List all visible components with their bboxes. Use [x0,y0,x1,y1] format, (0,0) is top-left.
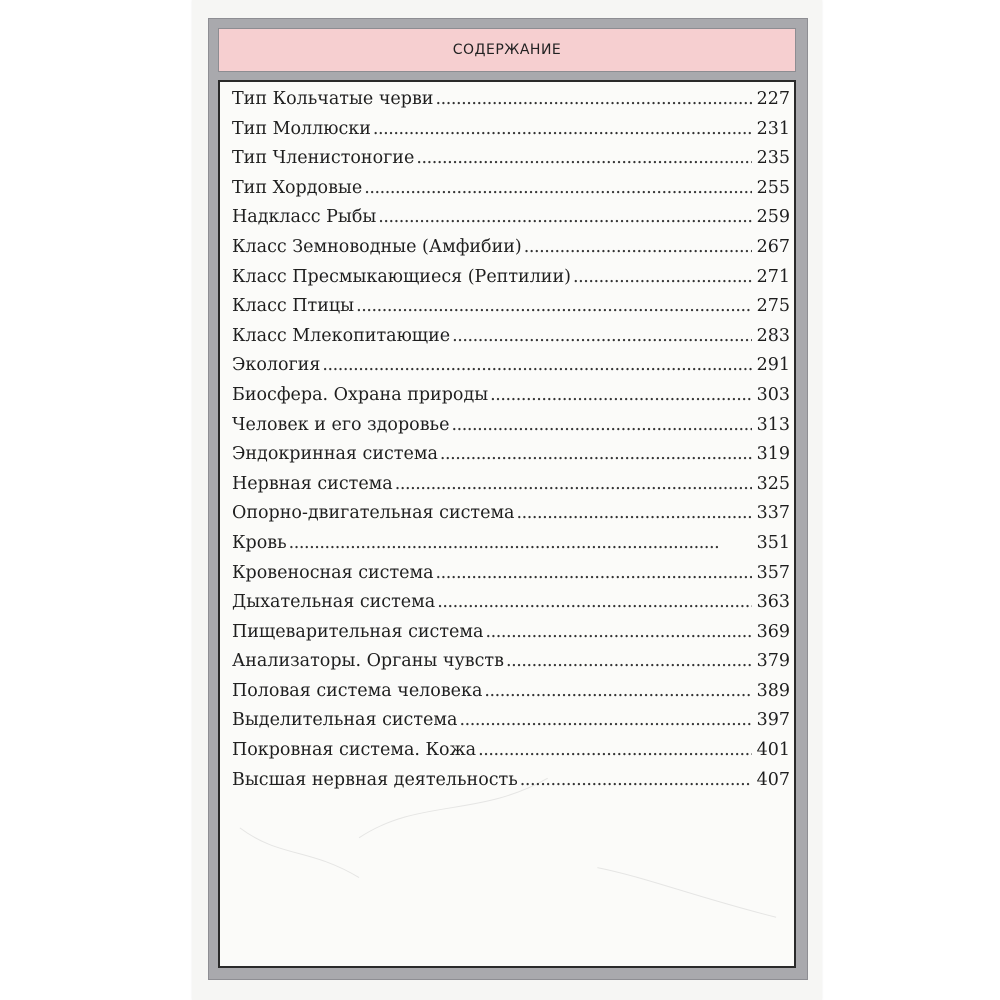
toc-entry [232,736,790,766]
toc-entry-page: 357 [756,562,790,583]
toc-dot-leader [459,706,752,736]
toc-dot-leader [364,174,752,204]
toc-dot-leader [520,766,752,796]
toc-entry [232,766,790,796]
toc-entry-page: 227 [756,89,790,109]
toc-entry-page: 255 [756,177,790,198]
toc-entry [232,263,790,293]
toc-dot-leader [437,588,752,618]
toc-entry-title: Покровная система. Кожа [232,740,477,761]
toc-entry-title: Тип Кольчатые черви [232,89,434,109]
toc-entry-page: 271 [756,266,790,287]
toc-dot-leader [378,203,752,233]
toc-entry-page: 231 [756,118,790,139]
toc-entry [232,529,790,559]
toc-entry-page: 291 [756,355,790,376]
toc-dot-leader [506,647,752,677]
toc-entry [232,233,790,263]
toc-entry-page: 319 [756,444,790,465]
toc-dot-leader [490,381,752,411]
toc-entry-title: Опорно-двигательная система [232,503,515,524]
toc-entry-title: Класс Пресмыкающиеся (Рептилии) [232,266,571,287]
toc-dot-leader [484,677,752,707]
toc-entry-title: Выделительная система [232,710,458,731]
toc-entry-page: 235 [756,148,790,169]
toc-entry [232,144,790,174]
toc-entry [232,706,790,736]
toc-entry-page: 389 [756,680,790,701]
toc-entry-title: Класс Птицы [232,296,355,317]
toc-entry [232,322,790,352]
toc-entry [232,499,790,529]
toc-dot-leader [373,115,752,145]
toc-dot-leader [573,263,752,293]
toc-entry-page: 401 [756,740,790,761]
toc-entry-title: Человек и его здоровье [232,414,450,435]
toc-entry [232,618,790,648]
toc-entry-page: 303 [756,384,790,405]
toc-dot-leader [322,351,752,381]
toc-entry-title: Тип Моллюски [232,118,371,139]
toc-entry-page: 337 [756,503,790,524]
toc-dot-leader [452,322,752,352]
toc-dot-leader [356,292,752,322]
toc-dot-leader [478,736,752,766]
toc-entry-title: Экология [232,355,321,376]
toc-entry [232,411,790,441]
toc-entry-title: Пищеварительная система [232,621,484,642]
toc-dot-leader [524,233,752,263]
toc-entry-page: 325 [756,473,790,494]
contents-header [218,28,796,72]
toc-entry-title: Половая система человека [232,680,483,701]
toc-entry-title: Анализаторы. Органы чувств [232,651,504,672]
toc-entry-title: Класс Млекопитающие [232,325,451,346]
toc-entry-page: 259 [756,207,790,228]
page-title: СОДЕРЖАНИЕ [452,42,562,58]
toc-entry-title: Биосфера. Охрана природы [232,384,489,405]
toc-entry-page: 363 [756,592,790,613]
toc-entry-page: 369 [756,621,790,642]
toc-dot-leader [440,440,752,470]
toc-entry-title: Эндокринная система [232,444,438,465]
toc-entry-page: 313 [756,414,790,435]
toc-entry [232,381,790,411]
toc-entry [232,647,790,677]
toc-entry-title: Кровь [232,532,287,553]
toc-dot-leader [416,144,752,174]
toc-entry-page: 275 [756,296,790,317]
toc-dot-leader [289,529,752,559]
toc-dot-leader [436,559,752,589]
toc-dot-leader [485,618,752,648]
toc-entry-title: Надкласс Рыбы [232,207,377,228]
toc-entry [232,292,790,322]
toc-entry-page: 351 [756,532,790,553]
toc-entry-title: Тип Хордовые [232,177,363,198]
toc-entry-page: 407 [756,769,790,790]
toc-entry [232,115,790,145]
toc-entry-page: 267 [756,236,790,257]
toc-list [232,85,790,795]
toc-entry-title: Высшая нервная деятельность [232,769,518,790]
toc-entry-title: Кровеносная система [232,562,434,583]
toc-entry-title: Класс Земноводные (Амфибии) [232,236,522,257]
toc-entry [232,440,790,470]
toc-entry-title: Дыхательная система [232,592,436,613]
toc-entry [232,588,790,618]
toc-entry-title: Тип Членистоногие [232,148,415,169]
toc-entry [232,351,790,381]
toc-entry [232,85,790,115]
toc-dot-leader [451,411,752,441]
toc-entry-title: Нервная система [232,473,393,494]
toc-entry-page: 283 [756,325,790,346]
toc-entry [232,203,790,233]
toc-entry [232,559,790,589]
table-of-contents-box [218,80,796,968]
toc-entry [232,677,790,707]
toc-entry-page: 397 [756,710,790,731]
toc-entry [232,174,790,204]
toc-dot-leader [435,85,752,115]
toc-entry-page: 379 [756,651,790,672]
toc-entry [232,470,790,500]
toc-dot-leader [395,470,752,500]
toc-dot-leader [517,499,753,529]
